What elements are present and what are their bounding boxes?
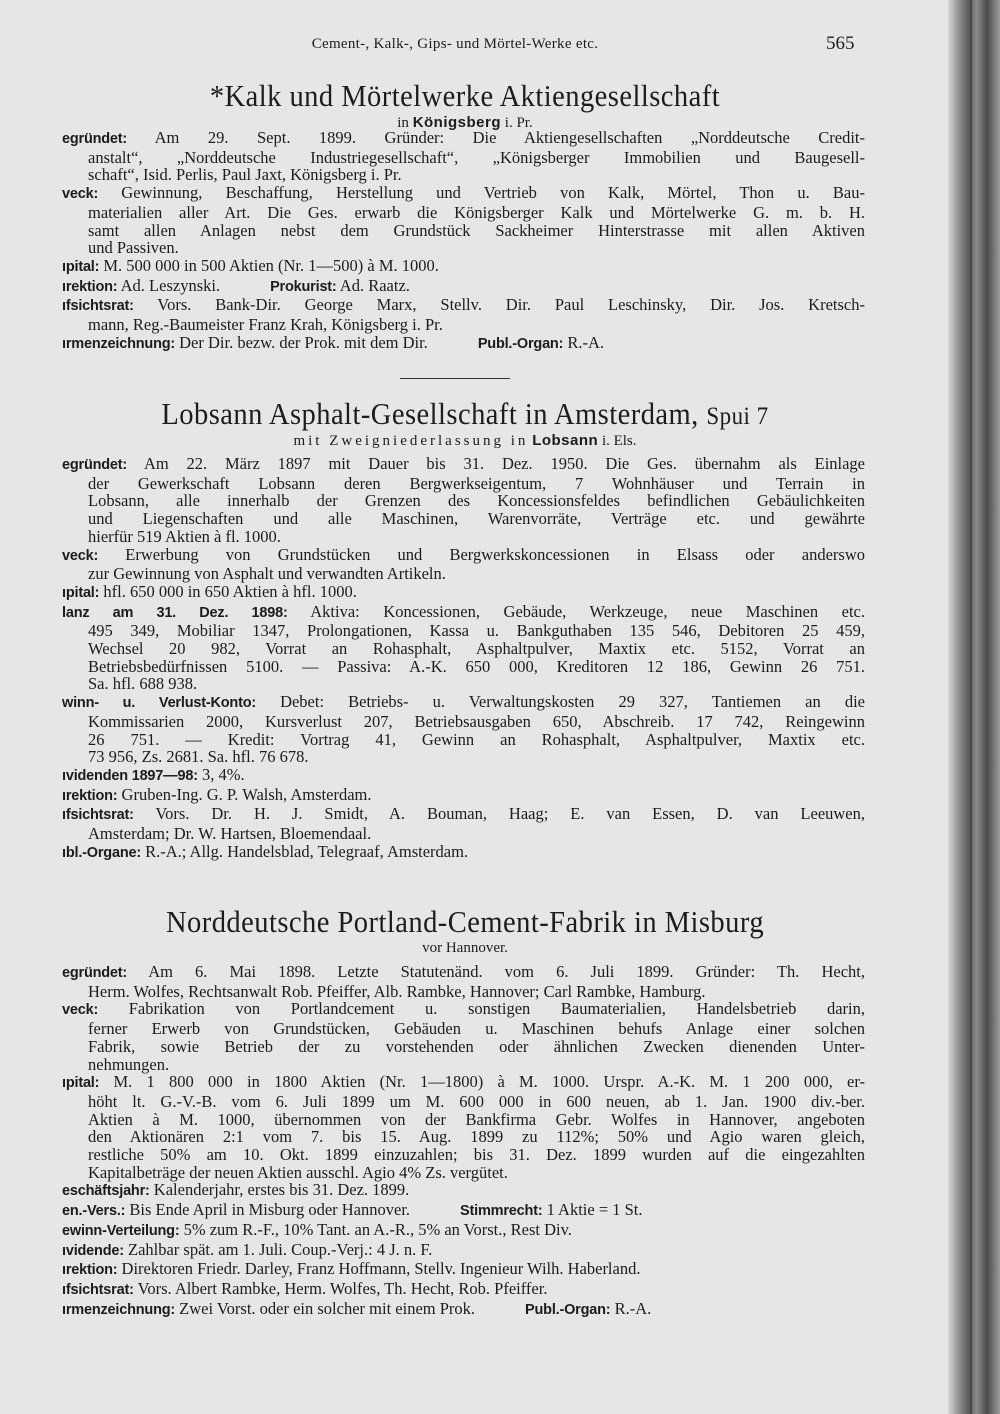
field-label: egründet:: [62, 131, 128, 147]
entry-fields: [62, 963, 865, 1319]
text-line: [62, 257, 865, 277]
text-line: [62, 1128, 865, 1146]
text-line: [62, 1260, 865, 1280]
field: [62, 766, 865, 786]
location-prefix: vor Hannover.: [422, 940, 508, 956]
text-line: [62, 1111, 865, 1129]
text-line: [62, 1221, 865, 1241]
running-header: Cement-, Kalk-, Gips- und Mörtel-Werke etc.: [311, 36, 599, 52]
field-text: Am 29. Sept. 1899. Gründer: Die Aktiengesellschaften „Norddeutsche Credit-: [154, 128, 865, 147]
field-text: den Aktionären 2:1 vom 7. bis 15. Aug. 1899 zu 112%; 50% und Agio waren gleich,: [88, 1127, 865, 1147]
text-line: [62, 316, 865, 334]
field-label: ırektion:: [62, 1262, 118, 1279]
text-line: [62, 510, 865, 528]
text-line: [62, 184, 865, 204]
field-text: M. 500 000 in 500 Aktien (Nr. 1—500) à M. 1000.: [103, 255, 439, 275]
field-text: Zwei Vorst. oder ein solcher mit einem Prok.: [179, 1298, 476, 1318]
location-suffix: i. Pr.: [504, 115, 533, 131]
text-line: [62, 1000, 865, 1020]
field-label: en.-Vers.:: [62, 1203, 126, 1220]
field-text: Betriebsbedürfnissen 5100. — Passiva: A.-K. 650 000, Kreditoren 12 186, Gewinn 26 751.: [88, 656, 865, 676]
field: [62, 546, 865, 583]
field-text: Bis Ende April in Misburg oder Hannover.: [129, 1200, 411, 1220]
field-label: ıfsichtsrat:: [62, 298, 134, 315]
field-label: ıvidende:: [62, 1242, 124, 1259]
field-text: Debet: Betriebs- u. Verwaltungskosten 29 327, Tantiemen an die: [280, 692, 865, 712]
text-line: [62, 693, 865, 713]
location-prefix: mit Zweigniederlassung in: [293, 433, 529, 449]
book-binding-edge: [948, 0, 1000, 1414]
text-line: [62, 603, 865, 623]
entry-fields: [62, 455, 865, 862]
field-text: Vors. Albert Rambke, Herm. Wolfes, Th. Hecht, Rob. Pfeiffer.: [137, 1278, 548, 1298]
field-text: mann, Reg.-Baumeister Franz Krah, Königsberg i. Pr.: [88, 315, 443, 335]
field-text: samt allen Anlagen nebst dem Grundstück Sackheimer Hinterstrasse mit allen Aktiven: [88, 220, 865, 240]
field: [62, 1181, 865, 1201]
field: [62, 334, 865, 354]
field-text: der Gewerkschaft Lobsann deren Bergwerkseigentum, 7 Wohnhäuser und Terrain in: [88, 473, 865, 493]
text-line: [62, 1073, 865, 1093]
field-text: Lobsann, alle innerhalb der Grenzen des Koncessionsfeldes befindlichen Gebäulichkeiten: [88, 491, 865, 511]
field-label: ırmenzeichnung:: [62, 1301, 176, 1318]
field-label: egründet:: [62, 457, 128, 473]
text-line: [62, 1241, 865, 1261]
text-line: [62, 277, 865, 297]
company-location: [60, 940, 870, 957]
company-title: [92, 904, 837, 940]
field-text: materialien aller Art. Die Ges. erwarb die Königsberger Kalk und Mörtelwerke G. m. b. H.: [88, 202, 865, 222]
field-label: ıpital:: [62, 258, 100, 275]
field-text: Vors. Dr. H. J. Smidt, A. Bouman, Haag; E. van Essen, D. van Leeuwen,: [155, 804, 866, 824]
text-line: [62, 786, 865, 806]
text-line: [62, 1164, 865, 1182]
text-line: [62, 166, 865, 184]
field-label-secondary: Prokurist:: [270, 278, 337, 295]
field-text: zur Gewinnung von Asphalt und verwandten Artikeln.: [88, 564, 446, 584]
text-line: [62, 334, 865, 354]
page-number: 565: [826, 33, 855, 54]
field-label: ıpital:: [62, 584, 100, 601]
field: [62, 129, 865, 184]
field-text: M. 1 800 000 in 1800 Aktien (Nr. 1—1800) à M. 1000. Urspr. A.-K. M. 1 200 000, er-: [113, 1072, 865, 1092]
company-name: Norddeutsche Portland-Cement-Fabrik in Misburg: [165, 904, 765, 939]
location-place: Lobsann: [532, 432, 599, 449]
field: [62, 963, 865, 1000]
field: [62, 1260, 865, 1280]
company-name: *Kalk und Mörtelwerke Aktiengesellschaft: [209, 78, 721, 113]
text-line: [62, 1300, 865, 1320]
field: [62, 805, 865, 842]
field-text: Sa. hfl. 688 938.: [88, 674, 198, 694]
company-title: [92, 396, 837, 432]
field-text: schaft“, Isid. Perlis, Paul Jaxt, Königsberg i. Pr.: [88, 165, 402, 185]
field-text: Ad. Leszynski.: [120, 275, 221, 295]
text-line: [62, 1181, 865, 1201]
field-text: höht lt. G.-V.-B. vom 6. Juli 1899 um M. 600 000 in 600 neuen, ab 1. Jan. 1900 div.-ber.: [88, 1091, 865, 1111]
field-text: Fabrikation von Portlandcement u. sonstigen Baumaterialien, Handelsbetrieb darin,: [128, 999, 865, 1019]
field-text: hfl. 650 000 in 650 Aktien à hfl. 1000.: [103, 581, 357, 601]
field: [62, 184, 865, 257]
text-line: [62, 129, 865, 149]
field-label: ırmenzeichnung:: [62, 335, 176, 352]
text-line: [62, 675, 865, 693]
field-text: ferner Erwerb von Grundstücken, Gebäuden u. Maschinen behufs Anlage einer solchen: [88, 1019, 865, 1039]
text-line: [62, 149, 865, 167]
field-text: Amsterdam; Dr. W. Hartsen, Bloemendaal.: [88, 824, 372, 844]
field-text: Vors. Bank-Dir. George Marx, Stellv. Dir. Paul Leschinsky, Dir. Jos. Kretsch-: [157, 295, 865, 315]
text-line: [62, 963, 865, 983]
location-suffix: i. Els.: [601, 433, 637, 449]
field-label-secondary: Stimmrecht:: [460, 1203, 543, 1220]
field: [62, 1241, 865, 1261]
field: [62, 1300, 865, 1320]
text-line: [62, 1146, 865, 1164]
text-line: [62, 455, 865, 475]
field: [62, 455, 865, 546]
field-label: lanz am 31. Dez. 1898:: [62, 604, 288, 621]
field-label: ırektion:: [62, 278, 118, 295]
field-text-secondary: Ad. Raatz.: [339, 275, 410, 295]
entry-fields: [62, 129, 865, 353]
text-line: [62, 492, 865, 510]
text-line: [62, 731, 865, 749]
field: [62, 603, 865, 694]
field-text: Gewinnung, Beschaffung, Herstellung und Vertrieb von Kalk, Mörtel, Thon u. Bau-: [121, 183, 865, 203]
text-line: [62, 565, 865, 583]
field-label-secondary: Publ.-Organ:: [525, 1301, 611, 1318]
field-text: 73 956, Zs. 2681. Sa. hfl. 76 678.: [88, 747, 309, 767]
field-text: Kalenderjahr, erstes bis 31. Dez. 1899.: [153, 1180, 410, 1200]
location-prefix: in: [397, 115, 409, 131]
field-text-secondary: R.-A.: [567, 332, 605, 352]
field: [62, 693, 865, 766]
field-text: Gruben-Ing. G. P. Walsh, Amsterdam.: [121, 784, 372, 804]
field-text: und Passiven.: [88, 238, 179, 258]
field-text: Aktien à M. 1000, übernommen von der Bankfirma Gebr. Wolfes in Hannover, angeboten: [88, 1109, 865, 1129]
text-line: [62, 296, 865, 316]
company-location: [60, 432, 870, 450]
field: [62, 786, 865, 806]
field: [62, 1201, 865, 1221]
company-title: [92, 78, 837, 114]
field: [62, 296, 865, 333]
text-line: [62, 583, 865, 603]
field-text-secondary: 1 Aktie = 1 St.: [546, 1200, 643, 1220]
text-line: [62, 805, 865, 825]
text-line: [62, 983, 865, 1001]
field-text: Am 6. Mai 1898. Letzte Statutenänd. vom 6. Juli 1899. Gründer: Th. Hecht,: [148, 962, 865, 981]
field-label: veck:: [62, 547, 99, 564]
field-text: Der Dir. bezw. der Prok. mit dem Dir.: [179, 332, 428, 352]
field-text: hierfür 519 Aktien à fl. 1000.: [88, 526, 281, 546]
field-text: Wechsel 20 982, Vorrat an Rohasphalt, Asphaltpulver, Maxtix etc. 5152, Vorrat an: [88, 639, 865, 659]
field-text: Aktiva: Koncessionen, Gebäude, Werkzeuge, neue Maschinen etc.: [310, 601, 865, 621]
field-label: veck:: [62, 186, 99, 203]
field-label-secondary: Publ.-Organ:: [477, 335, 564, 352]
field-text: Herm. Wolfes, Rechtsanwalt Rob. Pfeiffer, Alb. Rambke, Hannover; Carl Rambke, Hamburg.: [88, 981, 706, 1001]
text-line: [62, 1201, 865, 1221]
company-name: Lobsann Asphalt-Gesellschaft in Amsterdam,: [161, 396, 699, 431]
field-label: ıbl.-Organe:: [62, 844, 141, 861]
field-text: restliche 50% am 10. Okt. 1899 einzuzahlen; bis 31. Dez. 1899 wurden auf die eingezahlten: [88, 1145, 865, 1165]
text-line: [62, 658, 865, 676]
text-line: [62, 766, 865, 786]
field: [62, 1280, 865, 1300]
field: [62, 1073, 865, 1181]
text-line: [62, 204, 865, 222]
text-line: [62, 1020, 865, 1038]
text-line: [62, 825, 865, 843]
field-text: Direktoren Friedr. Darley, Franz Hoffmann, Stellv. Ingenieur Wilh. Haberland.: [121, 1259, 641, 1279]
field-text: Zahlbar spät. am 1. Juli. Coup.-Verj.: 4 J. n. F.: [127, 1239, 433, 1259]
field-label: ıvidenden 1897—98:: [62, 767, 198, 784]
text-line: [62, 1093, 865, 1111]
field-label: veck:: [62, 1002, 99, 1019]
field: [62, 583, 865, 603]
text-line: [62, 1038, 865, 1056]
field-text: Am 22. März 1897 mit Dauer bis 31. Dez. 1950. Die Ges. übernahm als Einlage: [143, 454, 866, 473]
text-line: [62, 1056, 865, 1074]
field-text: Erwerbung von Grundstücken und Bergwerkskoncessionen in Elsass oder anderswo: [125, 544, 865, 564]
text-line: [62, 1280, 865, 1300]
field-label: winn- u. Verlust-Konto:: [62, 695, 256, 712]
text-line: [62, 843, 865, 863]
text-line: [62, 239, 865, 257]
field-text: Kommissarien 2000, Kursverlust 207, Betriebsausgaben 650, Abschreib. 17 742, Reingewinn: [88, 711, 865, 731]
field-text: 5% zum R.-F., 10% Tant. an A.-R., 5% an Vorst., Rest Div.: [183, 1219, 572, 1239]
field-text: R.-A.; Allg. Handelsblad, Telegraaf, Amsterdam.: [145, 841, 469, 861]
field-label: egründet:: [62, 965, 128, 981]
text-line: [62, 546, 865, 566]
field: [62, 843, 865, 863]
text-line: [62, 222, 865, 240]
field-label: eschäftsjahr:: [62, 1183, 150, 1200]
field-text: 495 349, Mobiliar 1347, Prolongationen, Kassa u. Bankguthaben 135 546, Debitoren 25 459,: [88, 621, 865, 641]
text-line: [62, 475, 865, 493]
field-label: ırektion:: [62, 787, 118, 804]
field: [62, 1000, 865, 1073]
field: [62, 277, 865, 297]
text-line: [62, 622, 865, 640]
field-label: ıfsichtsrat:: [62, 1281, 134, 1298]
text-line: [62, 713, 865, 731]
field: [62, 1221, 865, 1241]
field-label: ıpital:: [62, 1075, 100, 1092]
field-text-secondary: R.-A.: [614, 1298, 652, 1318]
field-text: Kapitalbeträge der neuen Aktien ausschl. Agio 4% Zs. vergütet.: [88, 1162, 508, 1182]
text-line: [62, 748, 865, 766]
field-text: Fabrik, sowie Betrieb der zu vorstehenden oder ähnlichen Zwecken dienenden Unter-: [88, 1036, 865, 1056]
field: [62, 257, 865, 277]
company-address: Spui 7: [706, 403, 769, 430]
field-label: ewinn-Verteilung:: [62, 1222, 180, 1239]
section-divider: [400, 378, 510, 379]
field-label: ıfsichtsrat:: [62, 807, 134, 824]
text-line: [62, 528, 865, 546]
location-place: Königsberg: [412, 114, 502, 131]
field-text: und Liegenschaften und alle Maschinen, Warenvorräte, Verträge etc. und gewährte: [88, 509, 865, 529]
field-text: 3, 4%.: [201, 764, 245, 784]
field-text: nehmungen.: [88, 1054, 170, 1074]
field-text: 26 751. — Kredit: Vortrag 41, Gewinn an Rohasphalt, Asphaltpulver, Maxtix etc.: [88, 729, 865, 749]
field-text: anstalt“, „Norddeutsche Industriegesellschaft“, „Königsberger Immobilien und Baugesell-: [88, 147, 865, 167]
text-line: [62, 640, 865, 658]
